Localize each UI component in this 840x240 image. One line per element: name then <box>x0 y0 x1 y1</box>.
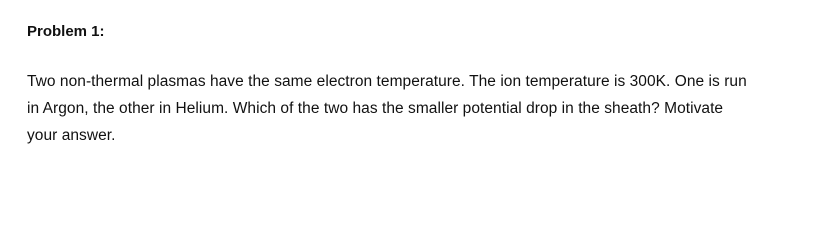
problem-text-line-1: Two non-thermal plasmas have the same electron temperature. The ion temperature is 300K. One is run <box>27 73 747 90</box>
problem-statement <box>27 68 817 149</box>
problem-text-line-3: your answer. <box>27 127 116 144</box>
problem-text-line-2: in Argon, the other in Helium. Which of the two has the smaller potential drop in the sheath? Motivate <box>27 100 724 117</box>
problem-heading: Problem 1: <box>27 23 105 40</box>
document-page <box>27 22 817 149</box>
